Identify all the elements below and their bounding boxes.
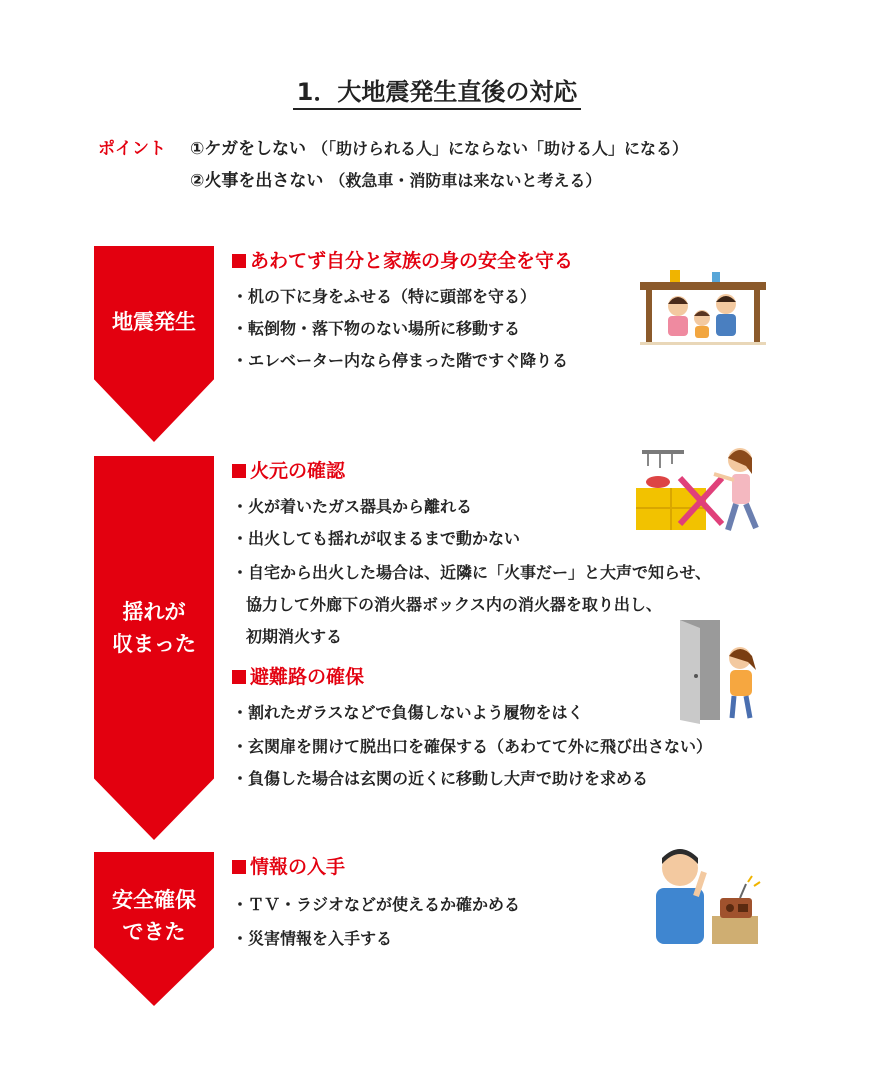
kitchen-stove-no-approach-illustration [636,444,762,540]
stage-arrow-earthquake [94,246,214,442]
list-item: ・出火しても揺れが収まるまで動かない [232,529,521,548]
point-1-main: ①ケガをしない [190,139,307,159]
point-line-1 [190,134,688,159]
section-heading-fire-source [232,456,345,483]
point-line-2 [190,166,601,191]
list-item: ・割れたガラスなどで負傷しないよう履物をはく [232,703,584,722]
list-item: ・エレベーター内なら停まった階ですぐ降りる [232,351,569,370]
section-heading-information [232,852,345,879]
point-2-note: （救急車・消防車は来ないと考える） [329,171,602,190]
section-heading-information-text: 情報の入手 [250,856,346,878]
list-item: ・転倒物・落下物のない場所に移動する [232,319,521,338]
point-label: ポイント [98,139,166,159]
stage-label-line2: 収まった [112,632,196,656]
list-item: ・火が着いたガス器具から離れる [232,497,473,516]
section-heading-escape-route [232,662,364,689]
list-item: ・玄関扉を開けて脱出口を確保する（あわてて外に飛び出さない） [232,737,713,756]
list-item: ・ＴＶ・ラジオなどが使えるか確かめる [232,895,521,914]
list-item: ・災害情報を入手する [232,929,393,948]
stage-label-line2: できた [122,920,186,944]
list-item: ・机の下に身をふせる（特に頭部を守る） [232,287,537,306]
section-heading-fire-source-text: 火元の確認 [250,460,346,482]
stage-label-line1: 揺れが [122,600,186,624]
stage-label-shaking-stopped [94,596,214,660]
point-1-note: （「助けられる人」にならない「助ける人」になる） [311,139,688,158]
stage-label-line1: 安全確保 [112,888,196,912]
list-item: ・自宅から出火した場合は、近隣に「火事だー」と大声で知らせ、 [232,563,712,582]
section-heading-safety [232,246,573,273]
list-item: ・負傷した場合は玄関の近くに移動し大声で助けを求める [232,769,649,788]
list-item-continuation: 初期消火する [246,627,343,646]
stage-label-earthquake: 地震発生 [112,310,196,334]
stage-label-safety-secured [94,884,214,948]
open-door-girl-illustration [674,618,764,724]
family-under-table-illustration [640,266,766,346]
page-title [0,72,874,107]
page-title-text: 1．大地震発生直後の対応 [293,78,582,110]
man-with-radio-illustration [640,842,764,952]
point-2-main: ②火事を出さない [190,171,324,191]
list-item-continuation: 協力して外廊下の消火器ボックス内の消火器を取り出し、 [246,595,662,614]
section-heading-escape-route-text: 避難路の確保 [250,666,365,688]
section-heading-safety-text: あわてず自分と家族の身の安全を守る [250,250,574,272]
